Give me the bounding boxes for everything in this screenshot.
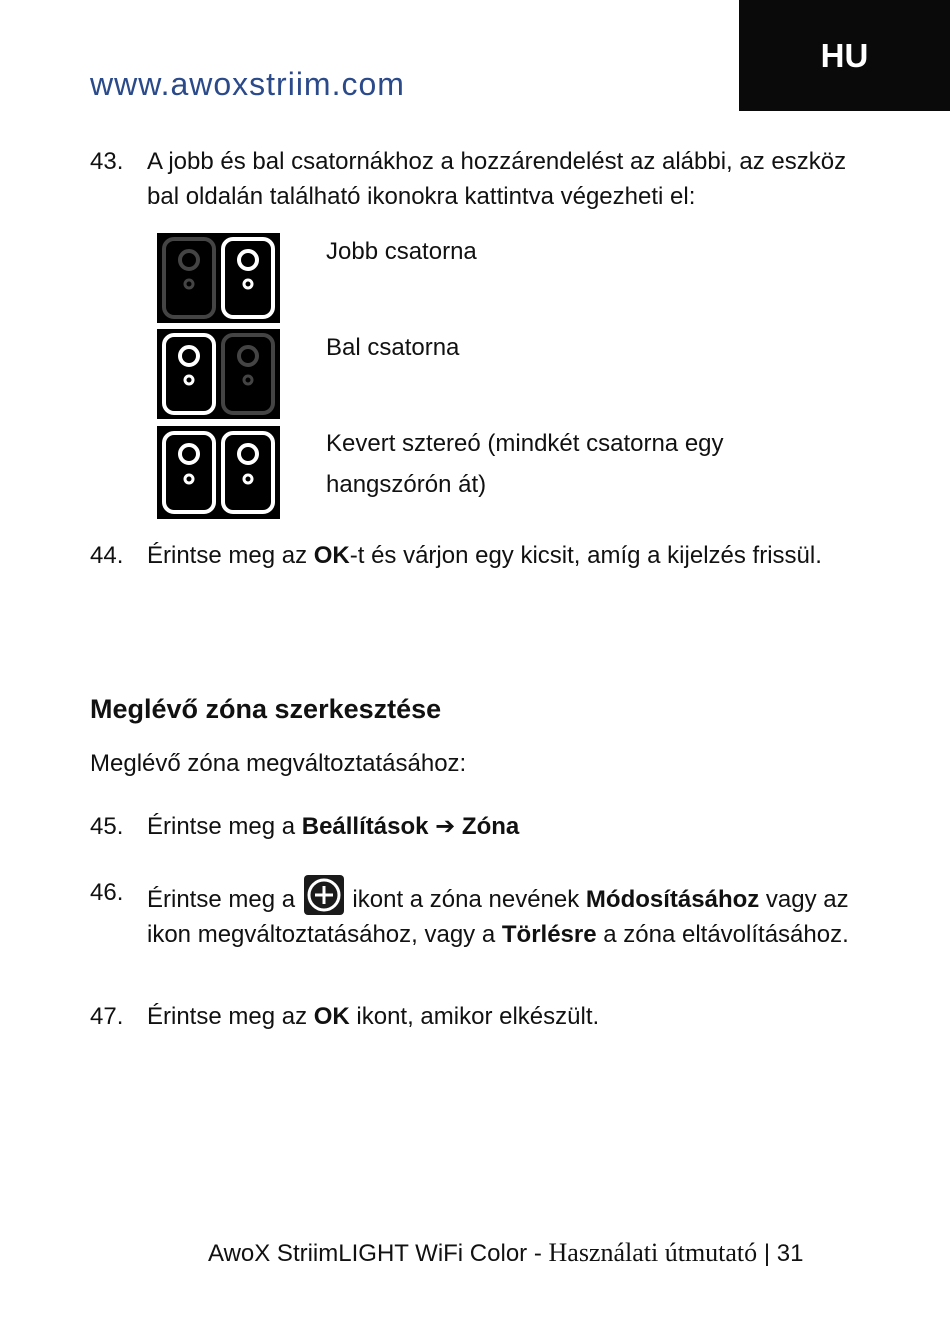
zone-keyword: Zóna (461, 813, 520, 840)
step-text-pre: Érintse meg az (147, 542, 314, 569)
step-text (147, 538, 867, 573)
mixed-stereo-speakers-icon (157, 426, 280, 519)
step-number: 47. (90, 1003, 124, 1030)
footer-manual-title: Használati útmutató (548, 1238, 758, 1267)
step-text-pre: Érintse meg a (147, 886, 296, 913)
modify-keyword: Módosításához (585, 886, 760, 913)
ok-keyword: OK (313, 1003, 350, 1030)
plus-circle-icon (304, 875, 344, 915)
page-number: 31 (776, 1240, 804, 1267)
step-number: 45. (90, 813, 124, 840)
section-title: Meglévő zóna szerkesztése (90, 694, 442, 724)
delete-keyword: Törlésre (501, 921, 597, 948)
section-intro: Meglévő zóna megváltoztatásához: (90, 750, 467, 777)
step-text-post: a zóna eltávolításához. (596, 921, 849, 948)
step-number: 44. (90, 542, 124, 569)
step-text-mid2: vagy az ikon megváltoztatásához, vagy a (147, 886, 849, 948)
step-text-mid: ikont a zóna nevének (352, 886, 586, 913)
settings-keyword: Beállítások (301, 813, 429, 840)
step-text (147, 875, 867, 952)
channel-label-right: Jobb csatorna (326, 238, 477, 265)
channel-label-mixed: Kevert sztereó (mindkét csatorna egy hangszórón át) (326, 430, 724, 498)
step-text-post: -t és várjon egy kicsit, amíg a kijelzés frissül. (349, 542, 822, 569)
step-number: 46. (90, 879, 124, 906)
ok-keyword: OK (313, 542, 350, 569)
arrow-right-icon: ➔ (435, 813, 456, 840)
step-text: A jobb és bal csatornákhoz a hozzárendelést az alábbi, az eszköz bal oldalán található ikonokra kattintva végezheti el: (147, 148, 847, 210)
footer-separator: | (763, 1240, 771, 1267)
step-text (147, 809, 867, 844)
step-text (147, 999, 867, 1034)
channel-label-left: Bal csatorna (326, 334, 460, 361)
step-number: 43. (90, 148, 124, 175)
step-text-pre: Érintse meg az (147, 1003, 314, 1030)
footer-product: AwoX StriimLIGHT WiFi Color - (208, 1240, 549, 1267)
left-channel-speakers-icon (157, 329, 280, 419)
step-text-pre: Érintse meg a (147, 813, 302, 840)
language-code: HU (820, 36, 869, 74)
website-url: www.awoxstriim.com (90, 66, 405, 102)
right-channel-speakers-icon (157, 233, 280, 323)
page-footer (208, 1238, 803, 1268)
language-tab (739, 0, 950, 111)
step-text-post: ikont, amikor elkészült. (349, 1003, 600, 1030)
